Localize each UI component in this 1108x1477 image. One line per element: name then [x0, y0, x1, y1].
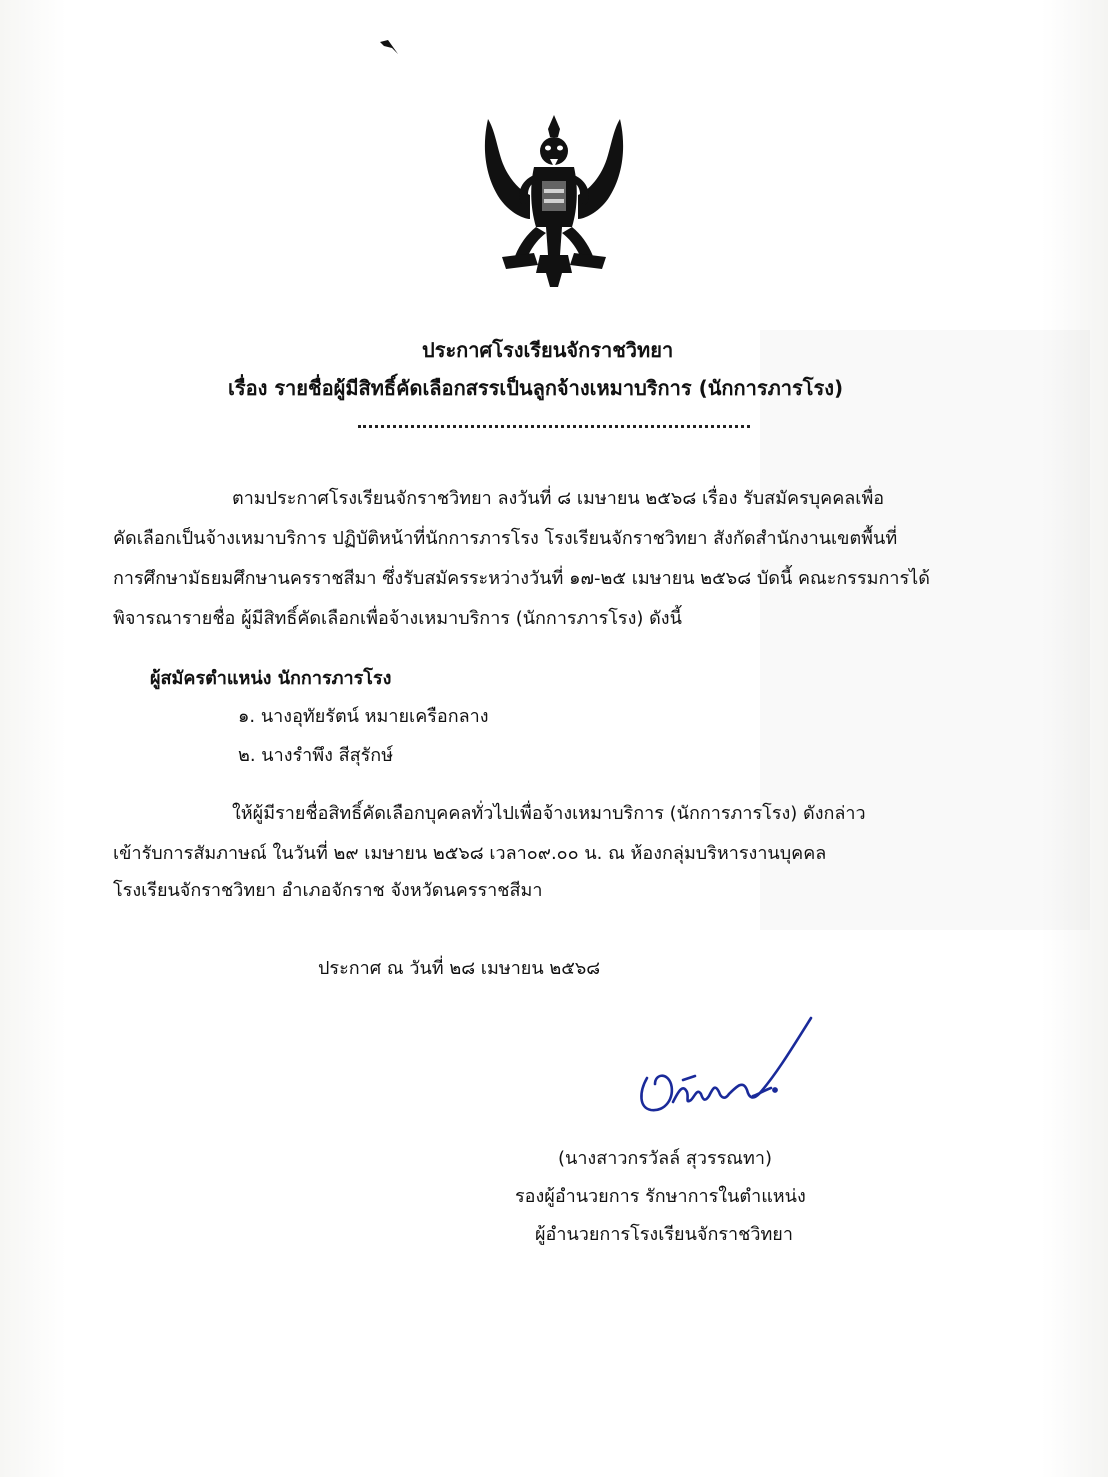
applicant-list-item: ๑. นางอุทัยรัตน์ หมายเครือกลาง: [238, 706, 489, 727]
paragraph-2-line: ให้ผู้มีรายชื่อสิทธิ์คัดเลือกบุคคลทั่วไปเพื่อจ้างเหมาบริการ (นักการภารโรง) ดังกล่าว: [232, 803, 866, 824]
announcement-subject: เรื่อง รายชื่อผู้มีสิทธิ์คัดเลือกสรรเป็นลูกจ้างเหมาบริการ (นักการภารโรง): [228, 376, 844, 400]
applicants-heading: ผู้สมัครตำแหน่ง นักการภารโรง: [150, 668, 392, 689]
applicant-list-item: ๒. นางรำพึง สีสุรักษ์: [238, 745, 394, 766]
announcement-date: ประกาศ ณ วันที่ ๒๘ เมษายน ๒๕๖๘: [318, 958, 601, 979]
paragraph-2-line: โรงเรียนจักราชวิทยา อำเภอจักราช จังหวัดนครราชสีมา: [113, 880, 543, 901]
garuda-emblem-icon: [480, 115, 628, 287]
announcement-title: ประกาศโรงเรียนจักราชวิทยา: [422, 338, 674, 362]
stray-mark-icon: [378, 38, 402, 58]
paragraph-1-line: การศึกษามัธยมศึกษานครราชสีมา ซึ่งรับสมัครระหว่างวันที่ ๑๗-๒๕ เมษายน ๒๕๖๘ บัดนี้ คณะกรรมการได้: [113, 568, 930, 589]
signatory-role: ผู้อำนวยการโรงเรียนจักราชวิทยา: [535, 1224, 793, 1245]
paragraph-1-line: ตามประกาศโรงเรียนจักราชวิทยา ลงวันที่ ๘ เมษายน ๒๕๖๘ เรื่อง รับสมัครบุคคลเพื่อ: [232, 488, 885, 509]
signatory-name: (นางสาวกรวัลล์ สุวรรณทา): [558, 1148, 773, 1169]
paragraph-2-line: เข้ารับการสัมภาษณ์ ในวันที่ ๒๙ เมษายน ๒๕๖๘ เวลา๐๙.๐๐ น. ณ ห้องกลุ่มบริหารงานบุคคล: [113, 843, 827, 864]
signatory-role: รองผู้อำนวยการ รักษาการในตำแหน่ง: [515, 1186, 806, 1207]
paragraph-1-line: พิจารณารายชื่อ ผู้มีสิทธิ์คัดเลือกเพื่อจ้างเหมาบริการ (นักการภารโรง) ดังนี้: [113, 608, 682, 629]
dotted-divider: [358, 425, 750, 428]
paragraph-1-line: คัดเลือกเป็นจ้างเหมาบริการ ปฏิบัติหน้าที่นักการภารโรง โรงเรียนจักราชวิทยา สังกัดสำนักงานเขตพื้นที่: [113, 528, 898, 549]
handwritten-signature: [625, 1010, 825, 1120]
